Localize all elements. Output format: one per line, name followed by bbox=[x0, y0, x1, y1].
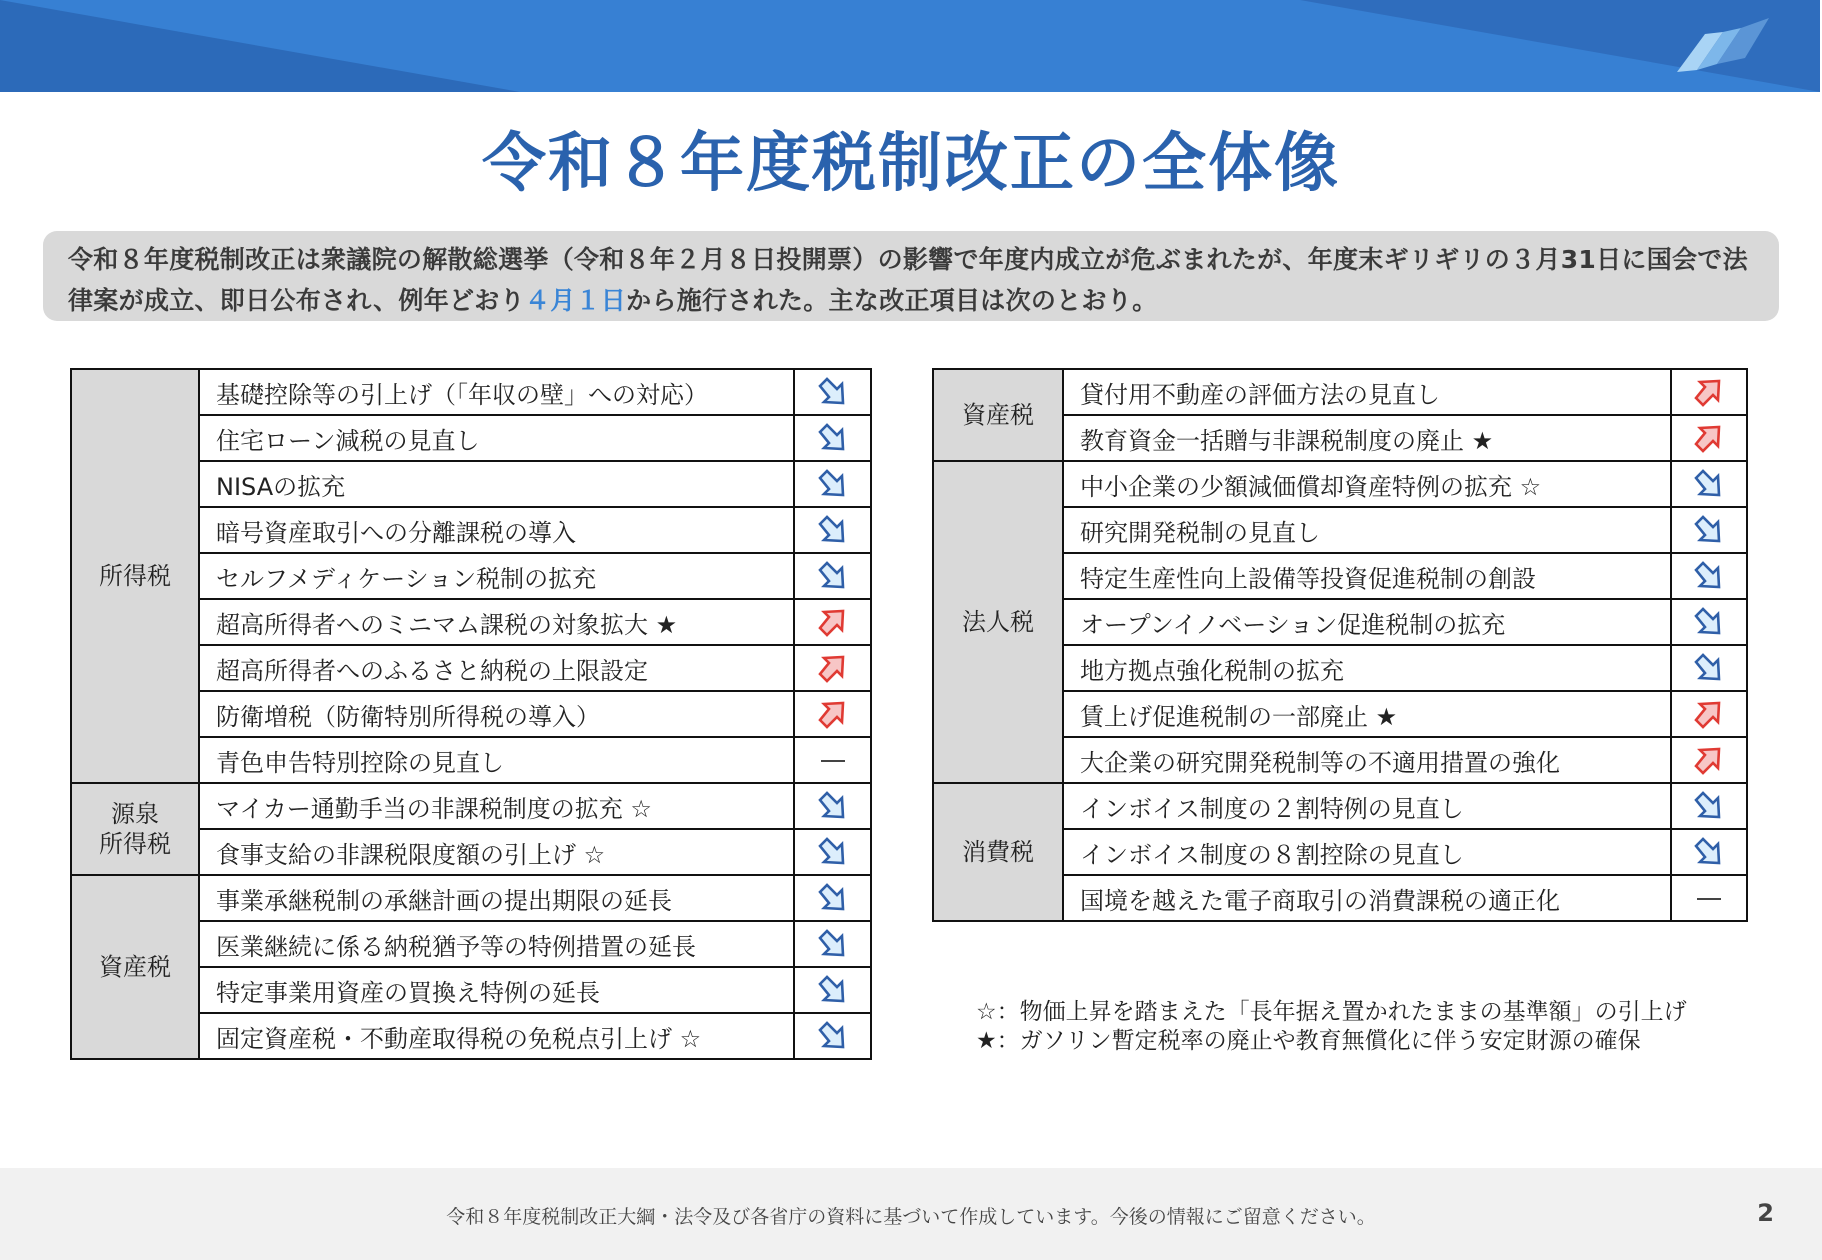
tax-increase-arrow-icon bbox=[1671, 737, 1747, 783]
reform-item: 防衛増税（防衛特別所得税の導入） bbox=[199, 691, 794, 737]
table-row bbox=[71, 875, 871, 921]
tax-decrease-arrow-icon bbox=[1671, 645, 1747, 691]
page-number: 2 bbox=[1757, 1199, 1774, 1227]
reform-item: 基礎控除等の引上げ（「年収の壁」への対応） bbox=[199, 369, 794, 415]
header-band bbox=[0, 0, 1820, 92]
reform-item: NISAの拡充 bbox=[199, 461, 794, 507]
category-cell bbox=[71, 783, 199, 875]
table-row bbox=[933, 783, 1747, 829]
reform-item: 食事支給の非課税限度額の引上げ ☆ bbox=[199, 829, 794, 875]
tax-increase-arrow-icon bbox=[794, 645, 871, 691]
reform-item: セルフメディケーション税制の拡充 bbox=[199, 553, 794, 599]
reform-item: 研究開発税制の見直し bbox=[1063, 507, 1671, 553]
tax-decrease-arrow-icon bbox=[794, 461, 871, 507]
tax-decrease-arrow-icon bbox=[1671, 599, 1747, 645]
reform-item: 医業継続に係る納税猶予等の特例措置の延長 bbox=[199, 921, 794, 967]
tax-decrease-arrow-icon bbox=[794, 921, 871, 967]
table-row bbox=[71, 369, 871, 415]
logo-icon bbox=[1675, 14, 1775, 76]
legend bbox=[976, 998, 1687, 1056]
category-cell: 資産税 bbox=[71, 875, 199, 1059]
reform-item: マイカー通勤手当の非課税制度の拡充 ☆ bbox=[199, 783, 794, 829]
tax-increase-arrow-icon bbox=[794, 599, 871, 645]
category-label-line: 源泉 bbox=[111, 800, 159, 828]
tax-decrease-arrow-icon bbox=[794, 829, 871, 875]
tax-increase-arrow-icon bbox=[1671, 369, 1747, 415]
tax-decrease-arrow-icon bbox=[794, 875, 871, 921]
table-row bbox=[71, 783, 871, 829]
reform-item: 大企業の研究開発税制等の不適用措置の強化 bbox=[1063, 737, 1671, 783]
reform-item: 超高所得者へのミニマム課税の対象拡大 ★ bbox=[199, 599, 794, 645]
reform-item: インボイス制度の８割控除の見直し bbox=[1063, 829, 1671, 875]
intro-text-after: から施行された。主な改正項目は次のとおり。 bbox=[626, 286, 1158, 315]
footer bbox=[0, 1168, 1822, 1260]
no-change-dash-icon bbox=[794, 737, 871, 783]
tax-decrease-arrow-icon bbox=[1671, 553, 1747, 599]
reform-item: 事業承継税制の承継計画の提出期限の延長 bbox=[199, 875, 794, 921]
tax-decrease-arrow-icon bbox=[794, 507, 871, 553]
reform-item: 住宅ローン減税の見直し bbox=[199, 415, 794, 461]
right-tax-table bbox=[932, 368, 1748, 922]
reform-item: 賃上げ促進税制の一部廃止 ★ bbox=[1063, 691, 1671, 737]
category-cell: 資産税 bbox=[933, 369, 1063, 461]
left-tax-table bbox=[70, 368, 872, 1060]
tax-decrease-arrow-icon bbox=[794, 967, 871, 1013]
legend-white-star: ☆：物価上昇を踏まえた「長年据え置かれたままの基準額」の引上げ bbox=[976, 999, 1687, 1025]
reform-item: 特定生産性向上設備等投資促進税制の創設 bbox=[1063, 553, 1671, 599]
tax-increase-arrow-icon bbox=[794, 691, 871, 737]
tax-decrease-arrow-icon bbox=[794, 553, 871, 599]
page-title: 令和８年度税制改正の全体像 bbox=[482, 127, 1340, 201]
no-change-dash-icon bbox=[1671, 875, 1747, 921]
reform-item: インボイス制度の２割特例の見直し bbox=[1063, 783, 1671, 829]
reform-item: 特定事業用資産の買換え特例の延長 bbox=[199, 967, 794, 1013]
reform-item: 中小企業の少額減価償却資産特例の拡充 ☆ bbox=[1063, 461, 1671, 507]
reform-item: 教育資金一括贈与非課税制度の廃止 ★ bbox=[1063, 415, 1671, 461]
tax-decrease-arrow-icon bbox=[794, 783, 871, 829]
reform-item: 超高所得者へのふるさと納税の上限設定 bbox=[199, 645, 794, 691]
tax-increase-arrow-icon bbox=[1671, 415, 1747, 461]
footer-note: 令和８年度税制改正大綱・法令及び各省庁の資料に基づいて作成しています。今後の情報にご留意ください。 bbox=[446, 1206, 1376, 1228]
reform-item: 固定資産税・不動産取得税の免税点引上げ ☆ bbox=[199, 1013, 794, 1059]
tax-decrease-arrow-icon bbox=[794, 369, 871, 415]
reform-item: 暗号資産取引への分離課税の導入 bbox=[199, 507, 794, 553]
header-shade-left bbox=[0, 0, 520, 92]
tax-decrease-arrow-icon bbox=[1671, 461, 1747, 507]
tax-decrease-arrow-icon bbox=[1671, 507, 1747, 553]
intro-text-before: 令和８年度税制改正は衆議院の解散総選挙（令和８年２月８日投開票）の影響で年度内成立が危ぶまれたが、年度末ギリギリの３月31日に国会で法律案が成立、即日公布され、例年どおり bbox=[68, 245, 1748, 315]
reform-item: 貸付用不動産の評価方法の見直し bbox=[1063, 369, 1671, 415]
reform-item: オープンイノベーション促進税制の拡充 bbox=[1063, 599, 1671, 645]
reform-item: 青色申告特別控除の見直し bbox=[199, 737, 794, 783]
category-cell: 法人税 bbox=[933, 461, 1063, 783]
category-cell: 消費税 bbox=[933, 783, 1063, 921]
reform-item: 国境を越えた電子商取引の消費課税の適正化 bbox=[1063, 875, 1671, 921]
legend-black-star: ★：ガソリン暫定税率の廃止や教育無償化に伴う安定財源の確保 bbox=[976, 1028, 1641, 1054]
reform-item: 地方拠点強化税制の拡充 bbox=[1063, 645, 1671, 691]
tax-decrease-arrow-icon bbox=[1671, 829, 1747, 875]
tax-increase-arrow-icon bbox=[1671, 691, 1747, 737]
table-row bbox=[933, 461, 1747, 507]
intro-summary bbox=[43, 231, 1779, 321]
tax-decrease-arrow-icon bbox=[794, 415, 871, 461]
intro-highlight-date: ４月１日 bbox=[524, 286, 627, 315]
tax-decrease-arrow-icon bbox=[794, 1013, 871, 1059]
category-label-line: 所得税 bbox=[99, 830, 171, 858]
category-cell: 所得税 bbox=[71, 369, 199, 783]
tax-decrease-arrow-icon bbox=[1671, 783, 1747, 829]
table-row bbox=[933, 369, 1747, 415]
